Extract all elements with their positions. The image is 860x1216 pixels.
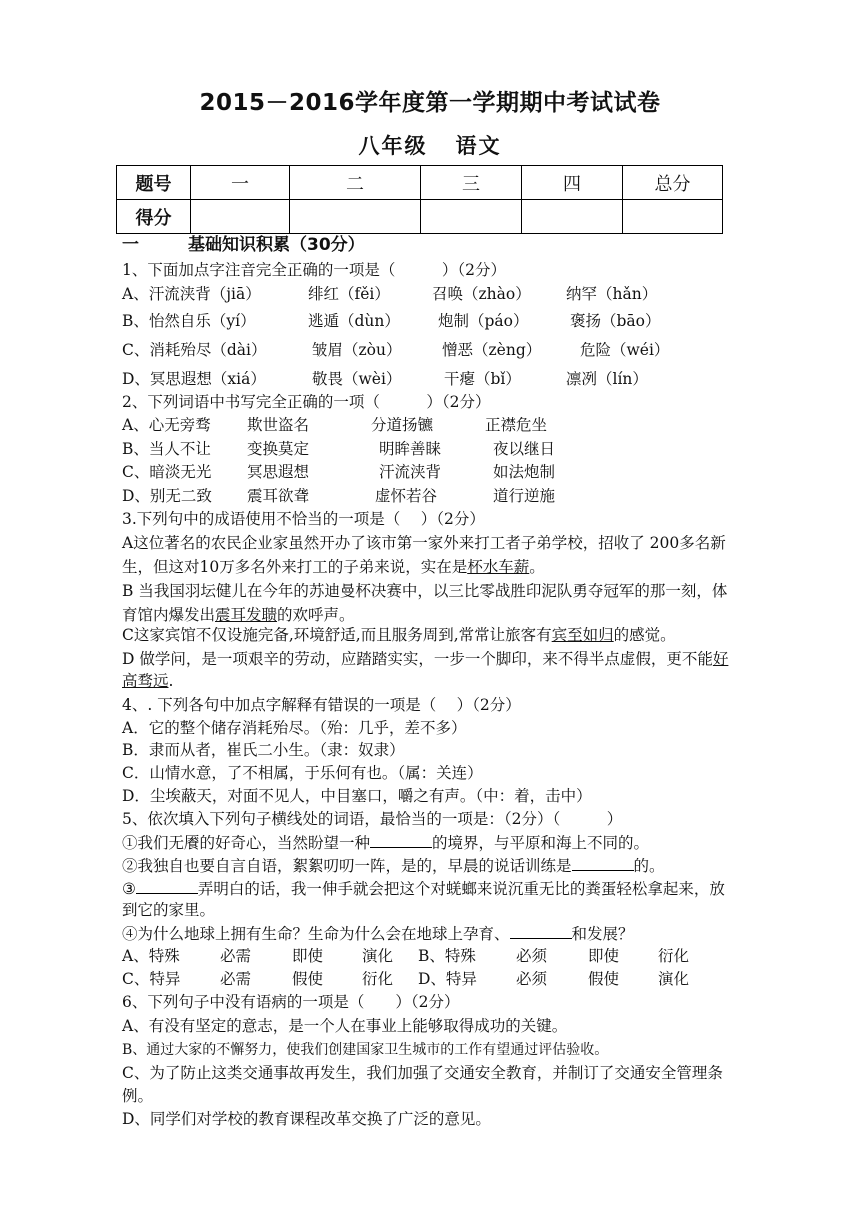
idiom-underlined: 杯水车薪	[467, 558, 530, 576]
idiom-underlined: 高骛远	[122, 672, 169, 690]
q5-sentence-1: ①我们无餍的好奇心，当然盼望一种 的境界，与平原和海上不同的。	[122, 831, 649, 854]
q2-option-b: B、当人不让 变换莫定 明眸善睐 夜以继日	[122, 440, 556, 458]
score-input-3[interactable]	[421, 200, 522, 234]
q5-sentence-3-line2: 到它的家里。	[122, 901, 216, 919]
q4-option-c: C．山情水意，了不相属，于乐何有也。（属：关连）	[122, 764, 483, 782]
score-cell-1: 一	[191, 166, 290, 200]
section-number: 一	[122, 235, 139, 255]
section-title: 基础知识积累（30分）	[188, 235, 365, 255]
exam-subtitle	[0, 130, 860, 160]
score-table-score-row	[117, 200, 723, 234]
q5-sentence-4: ④为什么地球上拥有生命？生命为什么会在地球上孕育、 和发展？	[122, 922, 634, 945]
q1-option-c: C、消耗殆尽（dài） 皱眉（zòu） 憎恶（zèng） 危险（wéi）	[122, 341, 670, 359]
q3-option-d-line2: 高骛远.	[122, 672, 174, 690]
q5-sentence-3-line1: ③ 弄明白的话，我一伸手就会把这个对蜣螂来说沉重无比的粪蛋轻松拿起来，放	[122, 877, 725, 900]
q5-stem: 5、依次填入下列句子横线处的词语，最恰当的一项是：（2分）（ ）	[122, 810, 623, 828]
score-cell-total: 总分	[623, 166, 723, 200]
grade-label: 八年级	[358, 134, 428, 158]
q2-option-a: A、心无旁骛 欺世盗名 分道扬镳 正襟危坐	[122, 416, 548, 434]
q5-sentence-2: ②我独自也要自言自语，絮絮叨叨一阵，是的，早晨的说话训练是 的。	[122, 854, 665, 877]
score-input-total[interactable]	[623, 200, 723, 234]
q4-option-d: D．尘埃蔽天，对面不见人，中目塞口，嚼之有声。（中：着，击中）	[122, 787, 592, 805]
q6-option-d: D、同学们对学校的教育课程改革交换了广泛的意见。	[122, 1110, 491, 1128]
q4-option-b: B．隶而从者，崔氏二小生。（隶：奴隶）	[122, 741, 405, 759]
q2-stem: 2、下列词语中书写完全正确的一项（ ）（2分）	[122, 393, 491, 411]
q3-option-a-line1: A这位著名的农民企业家虽然开办了该市第一家外来打工者子弟学校，招收了 200多名新	[122, 534, 726, 552]
q5-options-ab: A、特殊 必需 即使 演化 B、特殊 必须 即使 衍化	[122, 947, 690, 965]
idiom-underlined: 震耳发聩	[215, 606, 278, 624]
q2-option-c: C、暗淡无光 冥思遐想 汗流浃背 如法炮制	[122, 463, 556, 481]
q4-stem: 4、. 下列各句中加点字解释有错误的一项是（ ）（2分）	[122, 696, 521, 714]
score-cell-label: 题号	[117, 166, 191, 200]
q1-stem: 1、下面加点字注音完全正确的一项是（ ）（2分）	[122, 261, 506, 279]
q3-option-b-line1: B 当我国羽坛健儿在今年的苏迪曼杯决赛中，以三比零战胜印泥队勇夺冠军的那一刻，体	[122, 582, 728, 600]
q6-option-c-line1: C、为了防止这类交通事故再发生，我们加强了交通安全教育，并制订了交通安全管理条	[122, 1064, 723, 1082]
q3-option-b-line2: 育馆内爆发出震耳发聩的欢呼声。	[122, 606, 355, 624]
score-table-header-row	[117, 166, 723, 200]
subject-label: 语文	[455, 134, 502, 158]
q6-option-c-line2: 例。	[122, 1087, 154, 1105]
q2-option-d: D、别无二致 震耳欲聋 虚怀若谷 道行逆施	[122, 487, 556, 505]
score-cell-3: 三	[421, 166, 522, 200]
q6-option-b: B、通过大家的不懈努力，使我们创建国家卫生城市的工作有望通过评估验收。	[122, 1042, 609, 1058]
section-heading	[122, 234, 365, 256]
idiom-underlined: 宾至如归	[551, 626, 614, 644]
score-cell-2: 二	[290, 166, 421, 200]
fill-blank[interactable]	[572, 854, 634, 871]
score-input-4[interactable]	[522, 200, 623, 234]
fill-blank[interactable]	[510, 922, 572, 939]
q3-option-d-line1: D 做学问，是一项艰辛的劳动，应踏踏实实，一步一个脚印，来不得半点虚假，更不能好	[122, 650, 729, 668]
score-table	[116, 165, 723, 234]
q4-option-a: A．它的整个储存消耗殆尽。（殆：几乎，差不多）	[122, 719, 467, 737]
idiom-underlined: 好	[712, 650, 729, 668]
q3-option-c: C这家宾馆不仅设施完备,环境舒适,而且服务周到,常常让旅客有宾至如归的感觉。	[122, 626, 676, 644]
q6-stem: 6、下列句子中没有语病的一项是（ ）（2分）	[122, 993, 460, 1011]
q5-options-cd: C、特异 必需 假使 衍化 D、特异 必须 假使 演化	[122, 970, 690, 988]
fill-blank[interactable]	[370, 831, 432, 848]
exam-title: 2015－2016学年度第一学期期中考试试卷	[199, 90, 661, 116]
q1-option-b: B、怡然自乐（yí） 逃遁（dùn） 炮制（páo） 褒扬（bāo）	[122, 312, 661, 330]
q3-stem: 3.下列句中的成语使用不恰当的一项是（ ）（2分）	[122, 510, 485, 528]
score-cell-4: 四	[522, 166, 623, 200]
score-row-label: 得分	[117, 200, 191, 234]
score-input-1[interactable]	[191, 200, 290, 234]
q1-option-a: A、汗流浃背（jiā） 绯红（fěi） 召唤（zhào） 纳罕（hǎn）	[122, 285, 658, 303]
q6-option-a: A、有没有坚定的意志，是一个人在事业上能够取得成功的关键。	[122, 1017, 568, 1035]
fill-blank[interactable]	[136, 877, 198, 894]
score-input-2[interactable]	[290, 200, 421, 234]
q1-option-d: D、冥思遐想（xiá） 敬畏（wèi） 干瘪（bǐ） 凛冽（lín）	[122, 370, 648, 388]
q3-option-a-line2: 生，但这对10万多名外来打工的子弟来说，实在是杯水车薪。	[122, 558, 545, 576]
